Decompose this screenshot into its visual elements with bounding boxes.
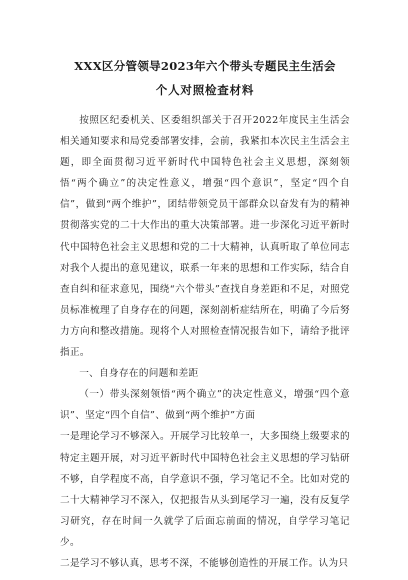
document-subtitle: 个人对照检查材料	[155, 83, 255, 97]
section-heading: 一、自身存在的问题和差距	[79, 368, 199, 380]
document-title: XXX区分管领导2023年六个带头专题民主生活会	[74, 59, 336, 73]
intro-paragraph: 按照区纪委机关、区委组织部关于召开2022年度民主生活会相关通知要求和局党委部署安排，会前，我紧扣本次民主生活会主题，即全面贯彻习近平新时代中国特色社会主义思想，深刻领悟“两个确立”的决定性意义，增强“四个意识”，坚定“四个自信”，做到“两个维护”，团结带领党员干部群众以奋发有为的精神贯彻落实党的二十大作出的重大决策部署。进一步深化习近平新时代中国特色社会主义思想和党的二十大精神，认真听取了单位同志对我个人提出的意见建议，联系一年来的思想和工作实际，结合自查自纠和征求意见，围绕“六个带头”查找自身差距和不足，对照党员标准梳理了自身存在的问题，深刻剖析症结所在，明确了今后努力方向和整改措施。现将个人对照检查情况报告如下，请给予批评指正。	[60, 115, 350, 359]
subsection-heading: （一）带头深刻领悟“两个确立”的决定性意义，增强“四个意识”、坚定“四个自信”、做到“两个维护”方面	[60, 389, 350, 422]
body-paragraph: 二是学习不够认真，思考不深，不能够创造性的开展工作。认为只	[60, 557, 349, 569]
body-paragraph: 一是理论学习不够深入。开展学习比较单一，大多围绕上级要求的特定主题开展，对习近平新时代中国特色社会主义思想的学习钻研不够，自学程度不高，自学意识不强，学习笔记不全。比如对党的二十大精神学习不深入，仅把报告从头到尾学习一遍，没有反复学习研究，存在时间一久就学了后面忘前面的情况，自学学习笔记少。	[60, 431, 350, 548]
